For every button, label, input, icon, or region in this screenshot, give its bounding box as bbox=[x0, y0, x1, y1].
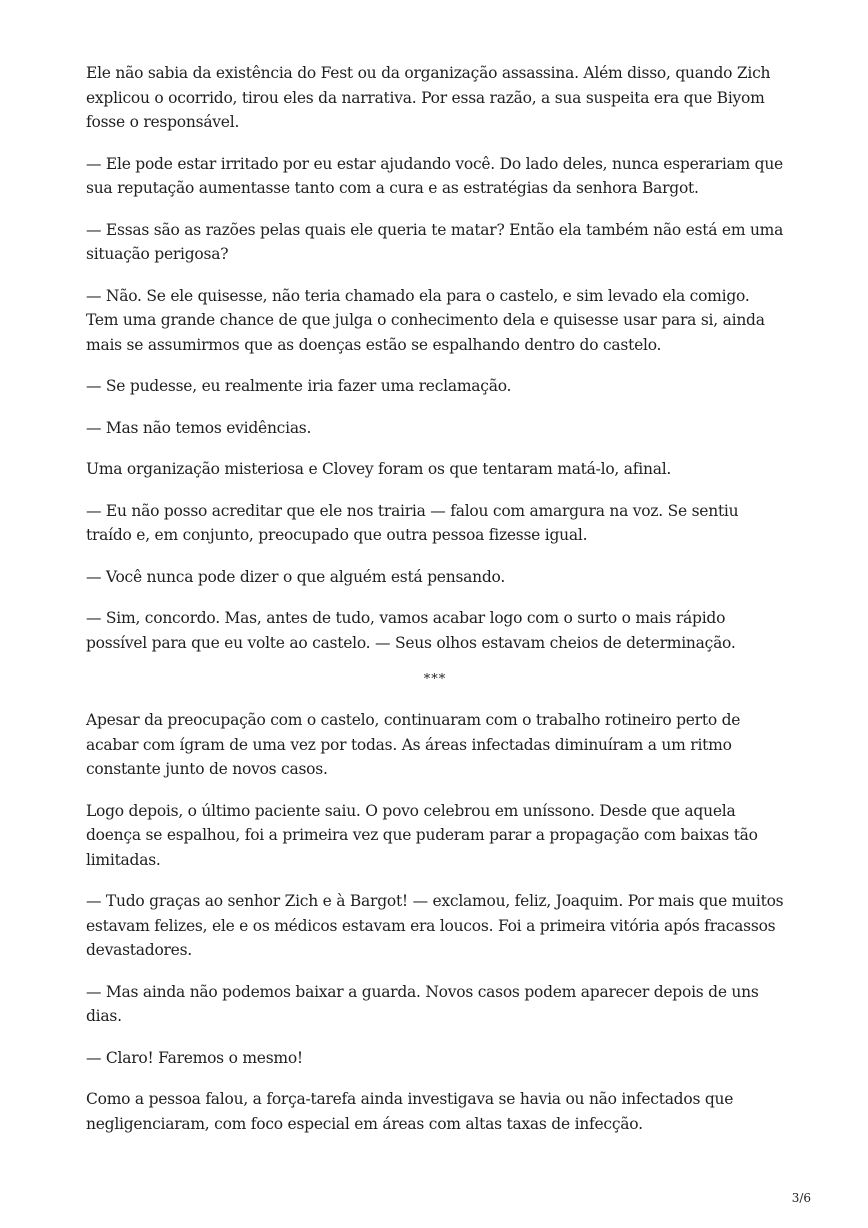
paragraph: — Essas são as razões pelas quais ele queria te matar? Então ela também não está em uma situação perigosa? bbox=[86, 220, 784, 263]
paragraph: — Sim, concordo. Mas, antes de tudo, vamos acabar logo com o surto o mais rápido possível para que eu volte ao castelo. — Seus olhos estavam cheios de determinação. bbox=[86, 609, 736, 652]
paragraph: — Não. Se ele quisesse, não teria chamado ela para o castelo, e sim levado ela comigo. Tem uma grande chance de que julga o conhecimento dela e quisesse usar para si, ainda mais se assumirmos que as doenças estão se espalhando dentro do castelo. bbox=[86, 286, 765, 354]
section-separator: *** bbox=[423, 672, 447, 687]
document-body bbox=[86, 61, 784, 1153]
paragraph: — Eu não posso acreditar que ele nos trairia — falou com amargura na voz. Se sentiu traído e, em conjunto, preocupado que outra pessoa fizesse igual. bbox=[86, 501, 739, 544]
paragraph: — Você nunca pode dizer o que alguém está pensando. bbox=[86, 567, 506, 586]
paragraph: Ele não sabia da existência do Fest ou da organização assassina. Além disso, quando Zich explicou o ocorrido, tirou eles da narrativa. Por essa razão, a sua suspeita era que Biyom fosse o responsável. bbox=[86, 64, 771, 131]
paragraph: — Mas não temos evidências. bbox=[86, 418, 312, 437]
paragraph: — Tudo graças ao senhor Zich e à Bargot! — exclamou, feliz, Joaquim. Por mais que muitos estavam felizes, ele e os médicos estavam era loucos. Foi a primeira vitória após fracassos devastadores. bbox=[86, 892, 784, 959]
paragraph: — Claro! Faremos o mesmo! bbox=[86, 1048, 303, 1067]
paragraph: Uma organização misteriosa e Clovey foram os que tentaram matá-lo, afinal. bbox=[86, 460, 672, 478]
paragraph: — Se pudesse, eu realmente iria fazer uma reclamação. bbox=[86, 377, 512, 395]
paragraph: — Ele pode estar irritado por eu estar ajudando você. Do lado deles, nunca esperariam que sua reputação aumentasse tanto com a cura e as estratégias da senhora Bargot. bbox=[86, 154, 783, 197]
page-number: 3/6 bbox=[791, 1191, 811, 1205]
paragraph: Apesar da preocupação com o castelo, continuaram com o trabalho rotineiro perto de acabar com ígram de uma vez por todas. As áreas infectadas diminuíram a um ritmo constante junto de novos casos. bbox=[86, 711, 741, 778]
paragraph: Como a pessoa falou, a força-tarefa ainda investigava se havia ou não infectados que negligenciaram, com foco especial em áreas com altas taxas de infecção. bbox=[86, 1090, 734, 1133]
paragraph: Logo depois, o último paciente saiu. O povo celebrou em uníssono. Desde que aquela doença se espalhou, foi a primeira vez que puderam parar a propagação com baixas tão limitadas. bbox=[86, 801, 758, 869]
paragraph: — Mas ainda não podemos baixar a guarda. Novos casos podem aparecer depois de uns dias. bbox=[86, 982, 759, 1025]
